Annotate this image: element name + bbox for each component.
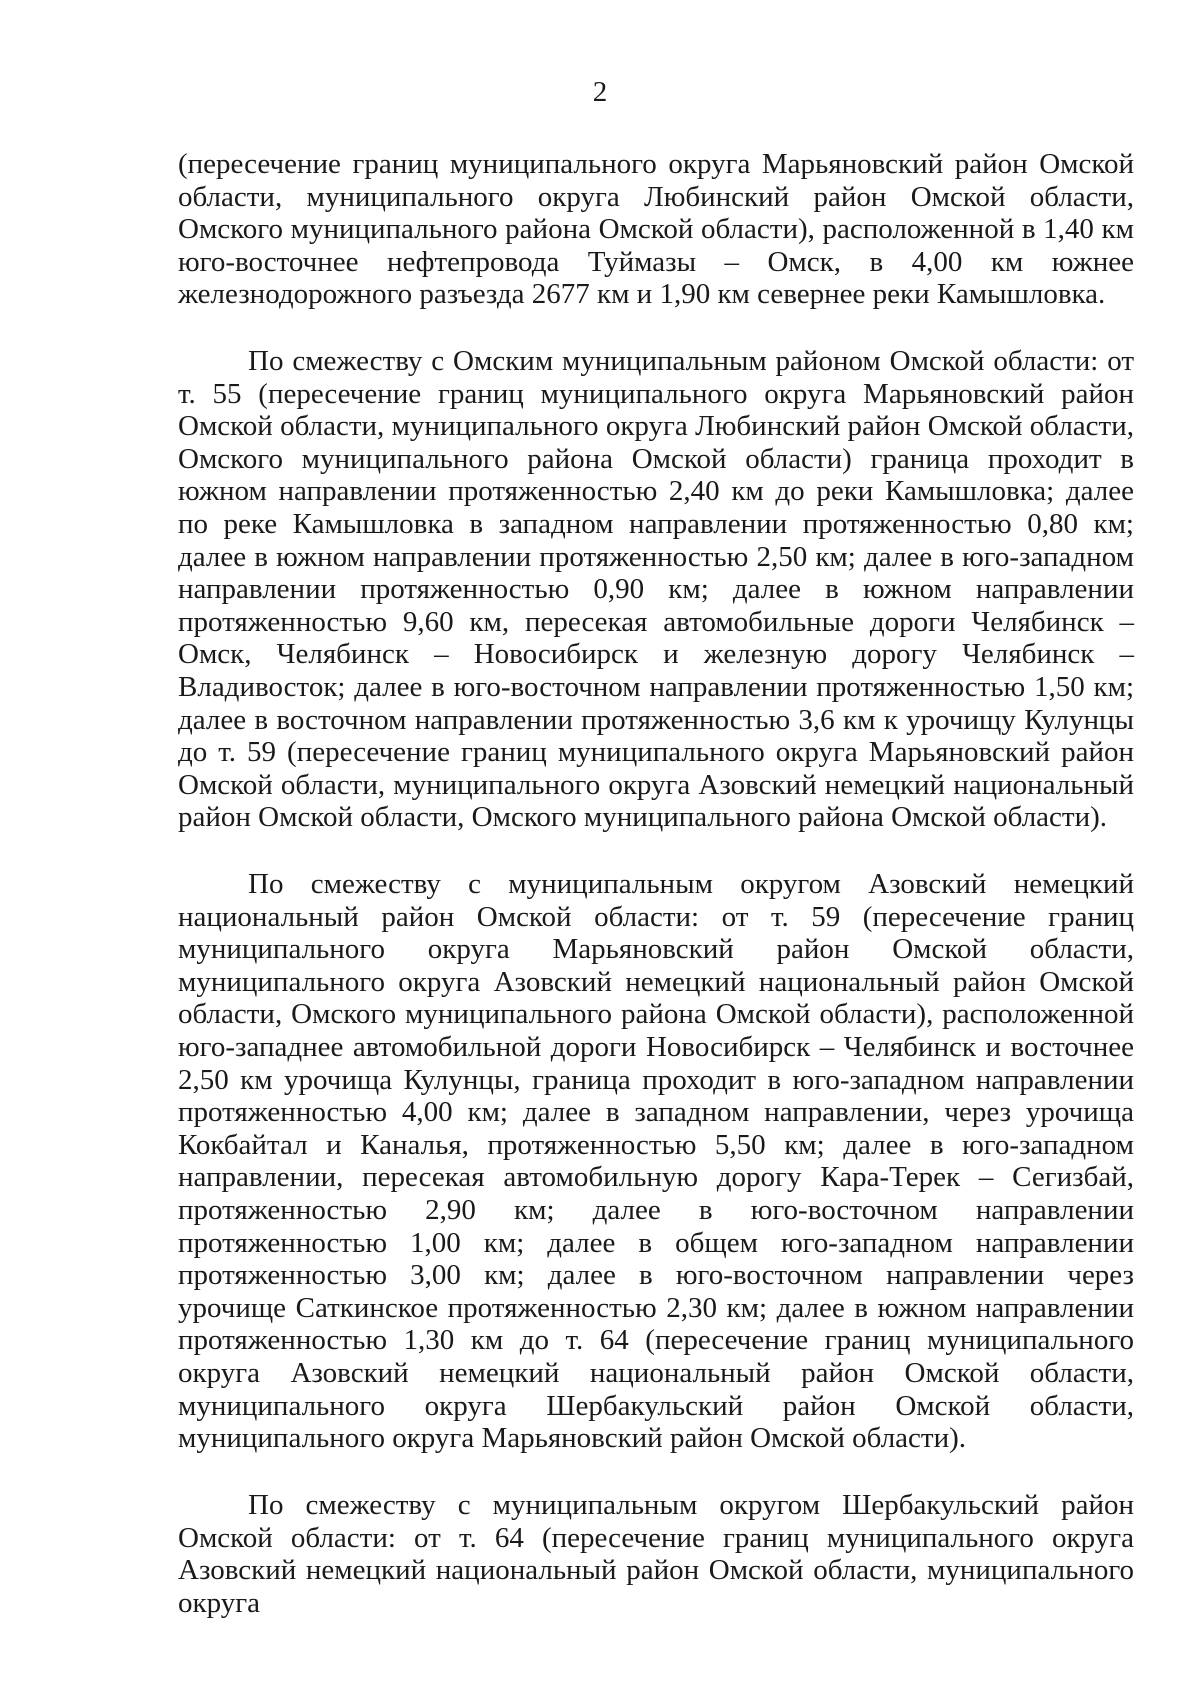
page-number: 2 — [592, 76, 608, 108]
paragraph-continuation: (пересечение границ муниципального округа Марьяновский район Омской области, муниципального округа Любинский район Омской области, Омского муниципального района Омской области), расположенной в 1,40 км юго-восточнее нефтепровода Туймазы – Омск, в 4,00 км южнее железнодорожного разъезда 2677 км и 1,90 км севернее реки Камышловка. — [178, 148, 1134, 311]
paragraph-azov-district-border: По смежеству с муниципальным округом Азовский немецкий национальный район Омской области: от т. 59 (пересечение границ муниципального округа Марьяновский район Омской области, муниципального округа Азовский немецкий национальный район Омской области, Омского муниципального района Омской области), расположенной юго-западнее автомобильной дороги Новосибирск – Челябинск и восточнее 2,50 км урочища Кулунцы, граница проходит в юго-западном направлении протяженностью 4,00 км; далее в западном направлении, через урочища Кокбайтал и Каналья, протяженностью 5,50 км; далее в юго-западном направлении, пересекая автомобильную дорогу Кара-Терек – Сегизбай, протяженностью 2,90 км; далее в юго-восточном направлении протяженностью 1,00 км; далее в общем юго-западном направлении протяженностью 3,00 км; далее в юго-восточном направлении через урочище Саткинское протяженностью 2,30 км; далее в южном направлении протяженностью 1,30 км до т. 64 (пересечение границ муниципального округа Азовский немецкий национальный район Омской области, муниципального округа Шербакульский район Омской области, муниципального округа Марьяновский район Омской области). — [178, 868, 1134, 1455]
paragraph-omsk-district-border: По смежеству с Омским муниципальным районом Омской области: от т. 55 (пересечение границ муниципального округа Марьяновский район Омской области, муниципального округа Любинский район Омской области, Омского муниципального района Омской области) граница проходит в южном направлении протяженностью 2,40 км до реки Камышловка; далее по реке Камышловка в западном направлении протяженностью 0,80 км; далее в южном направлении протяженностью 2,50 км; далее в юго-западном направлении протяженностью 0,90 км; далее в южном направлении протяженностью 9,60 км, пересекая автомобильные дороги Челябинск – Омск, Челябинск – Новосибирск и железную дорогу Челябинск – Владивосток; далее в юго-восточном направлении протяженностью 1,50 км; далее в восточном направлении протяженностью 3,6 км к урочищу Кулунцы до т. 59 (пересечение границ муниципального округа Марьяновский район Омской области, муниципального округа Азовский немецкий национальный район Омской области, Омского муниципального района Омской области). — [178, 345, 1134, 834]
paragraph-sherbakul-district-border: По смежеству с муниципальным округом Шербакульский район Омской области: от т. 64 (пересечение границ муниципального округа Азовский немецкий национальный район Омской области, муниципального округа — [178, 1489, 1134, 1619]
